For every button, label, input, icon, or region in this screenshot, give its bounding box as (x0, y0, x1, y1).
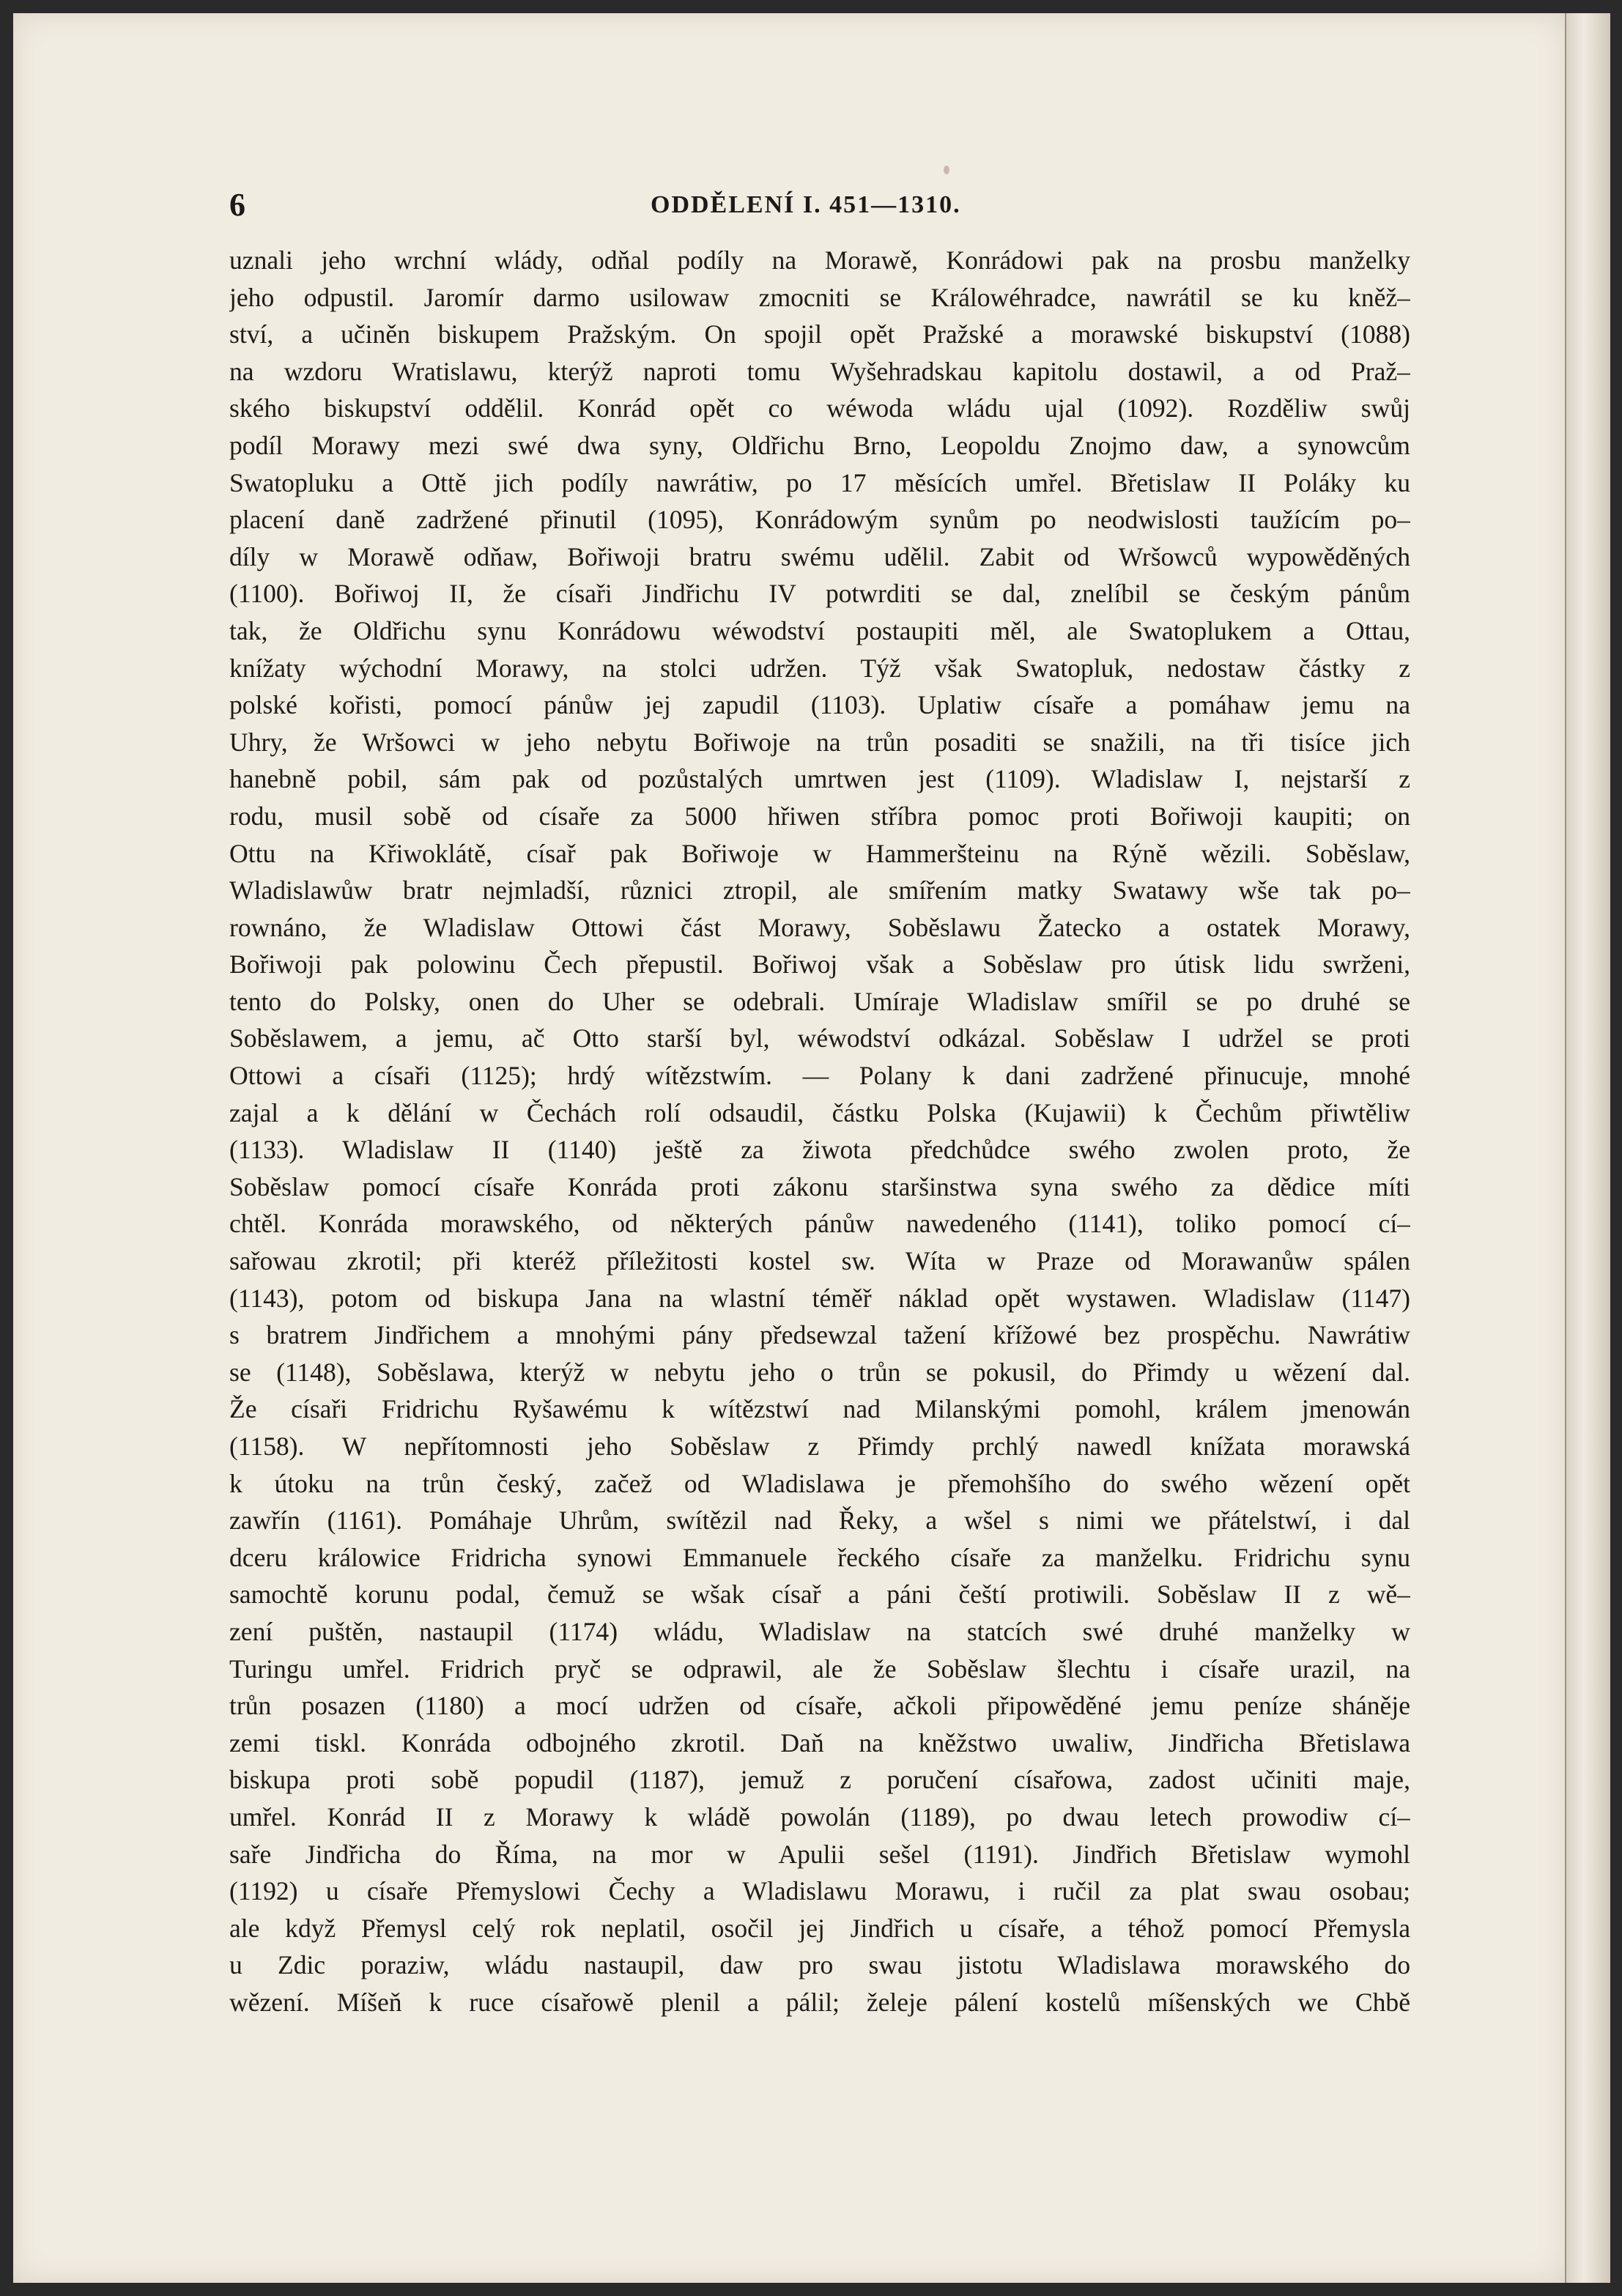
page-header (13, 183, 1566, 227)
text-line: ale když Přemysl celý rok neplatil, osočil jej Jindřich u císaře, a téhož pomocí Přemysla (229, 1913, 1410, 1943)
text-line: jeho odpustil. Jaromír darmo usilowaw zmocniti se Králowéhradce, nawrátil se ku kněž– (229, 282, 1410, 312)
text-line: Wladislawůw bratr nejmladší, různici ztropil, ale smířením matky Swatawy wše tak po– (229, 875, 1410, 906)
text-line: u Zdic poraziw, wládu nastaupil, daw pro swau jistotu Wladislawa morawského do (229, 1950, 1410, 1980)
text-line: Že císaři Fridrichu Ryšawému k wítězstwí nad Milanskými pomohl, králem jmenowán (229, 1394, 1410, 1424)
text-line: podíl Morawy mezi swé dwa syny, Oldřichu Brno, Leopoldu Znojmo daw, a synowcům (229, 430, 1410, 460)
text-line: hanebně pobil, sám pak od pozůstalých umrtwen jest (1109). Wladislaw I, nejstarší z (229, 764, 1410, 794)
text-line: se (1148), Soběslawa, kterýž w nebytu jeho o trůn se pokusil, do Přimdy u wězení dal. (229, 1357, 1410, 1387)
text-line: (1158). W nepřítomnosti jeho Soběslaw z Přimdy prchlý nawedl knížata morawská (229, 1432, 1410, 1461)
text-line: Ottowi a císaři (1125); hrdý wítězstwím. — Polany k dani zadržené přinucuje, mnohé (229, 1061, 1410, 1091)
body-text (229, 242, 1410, 2021)
text-line: zení puštěn, nastaupil (1174) wládu, Wladislaw na statcích swé druhé manželky w (229, 1616, 1410, 1646)
text-line: ského biskupství oddělil. Konrád opět co wéwoda wládu ujal (1092). Rozděliw swůj (229, 393, 1410, 423)
text-line: biskupa proti sobě popudil (1187), jemuž z poručení císařowa, zadost učiniti maje, (229, 1765, 1410, 1795)
page-number: 6 (229, 187, 245, 223)
text-line: zawřín (1161). Pomáhaje Uhrům, swítězil nad Řeky, a wšel s nimi we přátelstwí, i dal (229, 1506, 1410, 1536)
text-line: Soběslawem, a jemu, ač Otto starší byl, wéwodství odkázal. Soběslaw I udržel se proti (229, 1023, 1410, 1053)
text-line: (1133). Wladislaw II (1140) ještě za žiwota předchůdce swého zwolen proto, že (229, 1135, 1410, 1165)
text-line: placení daně zadržené přinutil (1095), Konrádowým synům po neodwislosti taužícím po– (229, 505, 1410, 535)
text-line: samochtě korunu podal, čemuž se wšak císař a páni čeští protiwili. Soběslaw II z wě– (229, 1580, 1410, 1610)
book-page (13, 13, 1566, 2283)
text-line: umřel. Konrád II z Morawy k wládě powolán (1189), po dwau letech prowodiw cí– (229, 1801, 1410, 1832)
text-line: zemi tiskl. Konráda odbojného zkrotil. Daň na kněžstwo uwaliw, Jindřicha Břetislawa (229, 1727, 1410, 1758)
text-line: díly w Morawě odňaw, Bořiwoji bratru swému udělil. Zabit od Wršowců wypowěděných (229, 541, 1410, 571)
text-line: (1143), potom od biskupa Jana na wlastní téměř náklad opět wystawen. Wladislaw (1147) (229, 1283, 1410, 1313)
text-line: chtěl. Konráda morawského, od některých pánůw nawedeného (1141), toliko pomocí cí– (229, 1209, 1410, 1239)
text-line: polské kořisti, pomocí pánůw jej zapudil (1103). Uplatiw císaře a pomáhaw jemu na (229, 690, 1410, 720)
text-line: k útoku na trůn český, začež od Wladislawa je přemohšího do swého wězení opět (229, 1468, 1410, 1498)
text-line: tak, že Oldřichu synu Konrádowu wéwodství postaupiti měl, ale Swatoplukem a Ottau, (229, 615, 1410, 645)
text-line: Soběslaw pomocí císaře Konráda proti zákonu staršinstwa syna swého za dědice míti (229, 1171, 1410, 1201)
paper-speck (944, 166, 949, 174)
text-line: wězení. Míšeň k ruce císařowě plenil a pálil; želeje pálení kostelů míšenských we Chbě (229, 1987, 1410, 2017)
text-line: sařowau zkrotil; při kteréž příležitosti kostel sw. Wíta w Praze od Morawanůw spálen (229, 1246, 1410, 1276)
next-page-edge (1566, 13, 1610, 2283)
text-line: Uhry, že Wršowci w jeho nebytu Bořiwoje na trůn posaditi se snažili, na tři tisíce jich (229, 727, 1410, 757)
text-line: na wzdoru Wratislawu, kterýž naproti tomu Wyšehradskau kapitolu dostawil, a od Praž– (229, 356, 1410, 386)
text-line: ství, a učiněn biskupem Pražským. On spojil opět Pražské a morawské biskupství (1088) (229, 319, 1410, 349)
text-line: Turingu umřel. Fridrich pryč se odprawil, ale že Soběslaw šlechtu i císaře urazil, na (229, 1654, 1410, 1684)
text-line: Bořiwoji pak polowinu Čech přepustil. Bořiwoj však a Soběslaw pro útisk lidu swrženi, (229, 949, 1410, 979)
text-line: trůn posazen (1180) a mocí udržen od císaře, ačkoli připowěděné jemu peníze sháněje (229, 1691, 1410, 1721)
text-line: rownáno, že Wladislaw Ottowi část Morawy, Soběslawu Žatecko a ostatek Morawy, (229, 912, 1410, 942)
text-line: Ottu na Křiwoklátě, císař pak Bořiwoje w Hammeršteinu na Rýně wězili. Soběslaw, (229, 838, 1410, 868)
text-line: Swatopluku a Ottě jich podíly nawrátiw, po 17 měsících umřel. Břetislaw II Poláky ku (229, 467, 1410, 497)
text-line: dceru králowice Fridricha synowi Emmanuele řeckého císaře za manželku. Fridrichu synu (229, 1542, 1410, 1572)
text-line: saře Jindřicha do Říma, na mor w Apulii sešel (1191). Jindřich Břetislaw wymohl (229, 1839, 1410, 1869)
text-line: uznali jeho wrchní wlády, odňal podíly na Morawě, Konrádowi pak na prosbu manželky (229, 245, 1410, 275)
text-line: s bratrem Jindřichem a mnohými pány předsewzal tažení křížowé bez prospěchu. Nawrátiw (229, 1320, 1410, 1350)
text-line: rodu, musil sobě od císaře za 5000 hřiwen stříbra pomoc proti Bořiwoji kaupiti; on (229, 801, 1410, 831)
text-line: tento do Polsky, onen do Uher se odebrali. Umíraje Wladislaw smířil se po druhé se (229, 986, 1410, 1016)
text-line: (1100). Bořiwoj II, že císaři Jindřichu IV potwrditi se dal, znelíbil se českým pánům (229, 579, 1410, 609)
running-head: ODDĚLENÍ I. 451—1310. (651, 191, 961, 218)
text-line: knížaty wýchodní Morawy, na stolci udržen. Týž však Swatopluk, nedostaw částky z (229, 653, 1410, 683)
text-line: zajal a k dělání w Čechách rolí odsaudil, částku Polska (Kujawii) k Čechům přiwtěliw (229, 1097, 1410, 1127)
text-line: (1192) u císaře Přemyslowi Čechy a Wladislawu Morawu, i ručil za plat swau osobau; (229, 1876, 1410, 1906)
